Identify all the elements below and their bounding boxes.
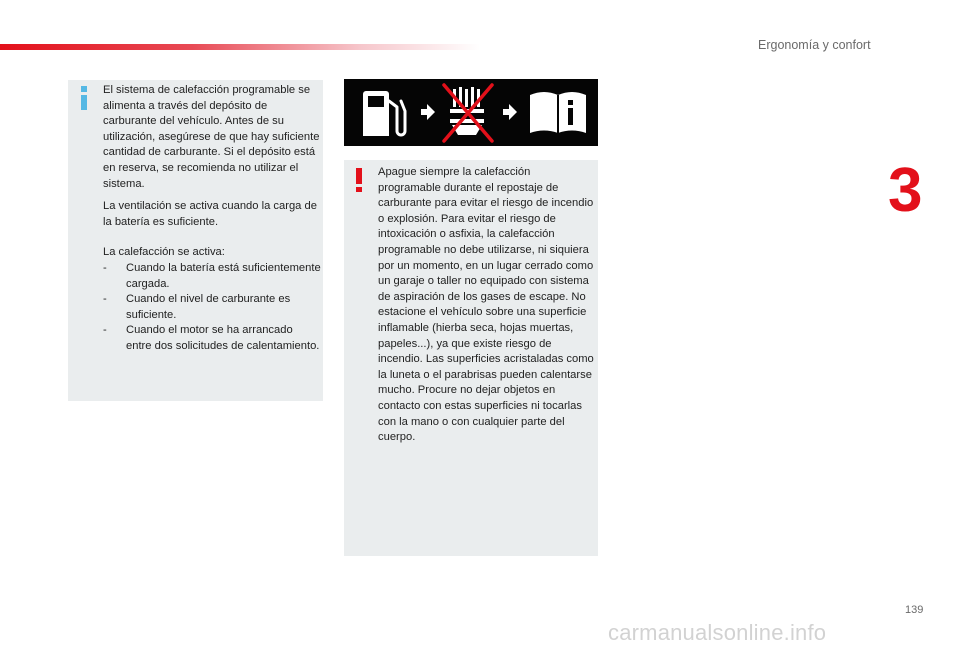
- pictogram-strip: [344, 79, 598, 146]
- watermark: carmanualsonline.info: [608, 620, 827, 645]
- info-paragraph: El sistema de calefacción programable se alimenta a través del depósito de carburante del vehículo. Antes de su utilización, asegúrese de que hay suficiente cantidad de carburante. Si el depósito está en reserva, se recomienda no utilizar el sistema.: [103, 84, 320, 190]
- info-bullet-list: [103, 261, 321, 355]
- list-item: - Cuando la batería está suficientemente cargada.: [103, 261, 321, 290]
- heater-crossed-icon: [444, 85, 492, 141]
- info-box: [68, 80, 323, 401]
- list-item: - Cuando el nivel de carburante es suficiente.: [103, 293, 291, 321]
- info-text: [103, 83, 321, 355]
- list-item: - Cuando el motor se ha arrancado entre dos solicitudes de calentamiento.: [103, 324, 320, 352]
- warning-text: Apague siempre la calefacción programable durante el repostaje de carburante para evitar el riesgo de incendio o explosión. Para evitar el riesgo de intoxicación o asfixia, la calefacción programable no debe utilizarse, ni siquiera por un momento, en un lugar cerrado como un garaje o taller no equipado con sistema de aspiración de los gases de escape. No estacione el vehículo sobre una superficie inflamable (hierba seca, hojas muertas, papeles...), ya que existe riesgo de incendio. Las superficies acristaladas como la luneta o el parabrisas pueden calentarse mucho. Procure no dejar objetos en contacto con estas superficies ni tocarlas con la mano o con cualquier parte del cuerpo.: [378, 166, 594, 444]
- page-number: 139: [905, 604, 924, 616]
- warning-icon: [355, 168, 363, 192]
- chapter-number: 3: [888, 156, 923, 225]
- fuel-pump-icon: [363, 91, 405, 136]
- warning-box: [344, 160, 598, 556]
- arrow-right-icon: [503, 104, 517, 120]
- info-paragraph: La calefacción se activa:: [103, 246, 225, 259]
- section-title: Ergonomía y confort: [758, 38, 871, 52]
- info-icon: [78, 86, 90, 110]
- manual-book-icon: [530, 92, 586, 133]
- header-accent-bar: [0, 44, 480, 50]
- arrow-right-icon: [421, 104, 435, 120]
- info-paragraph: La ventilación se activa cuando la carga de la batería es suficiente.: [103, 200, 317, 228]
